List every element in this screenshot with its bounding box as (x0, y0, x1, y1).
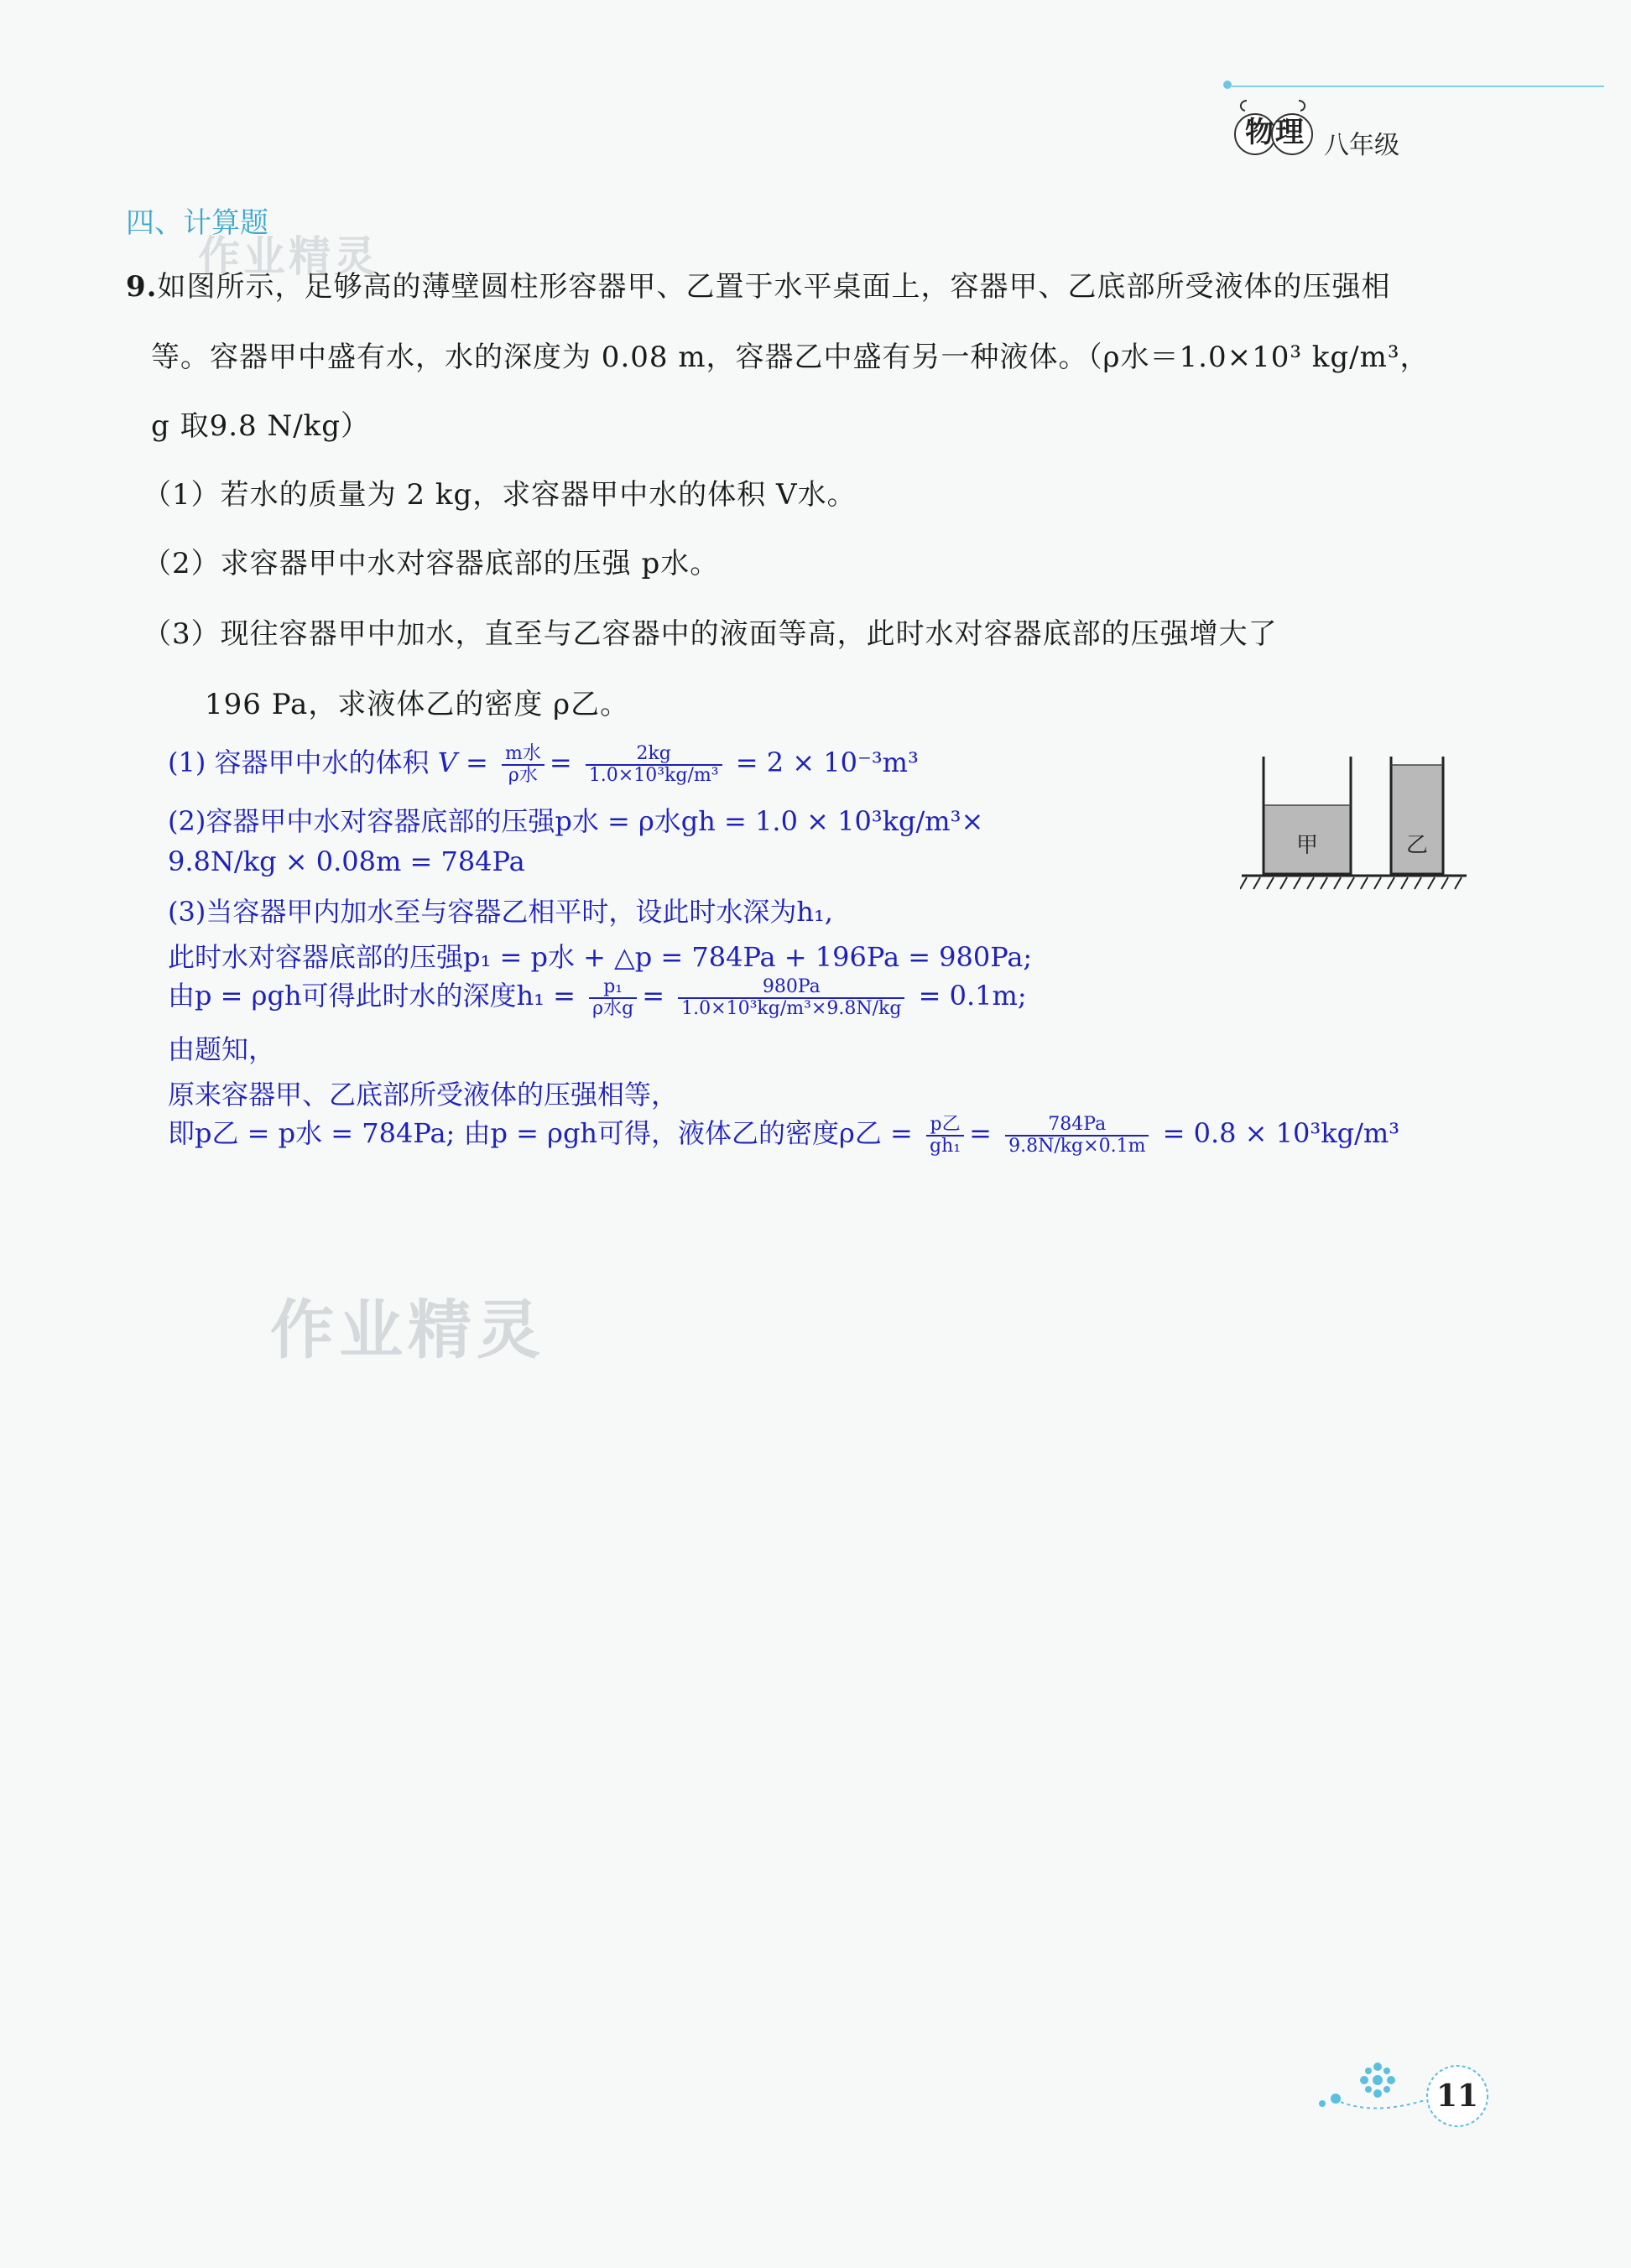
problem-line-3: g 取9.8 N/kg） (151, 409, 371, 443)
question-1: （1）若水的质量为 2 kg，求容器甲中水的体积 V水。 (143, 478, 857, 512)
answer-3-line-6: 即p乙 = p水 = 784Pa; 由p = ρgh可得，液体乙的密度ρ乙 = $\frac{\text{p乙}}{\text{gh₁}}$ = $\frac{784Pa}{9.8N/kg\times 0.1m}$ = 0.8 × 10³kg/m³ (168, 1113, 1400, 1157)
header-dot (1223, 81, 1232, 89)
problem-line-2: 等。容器甲中盛有水，水的深度为 0.08 m，容器乙中盛有另一种液体。（ρ水＝1.0×10³ kg/m³， (151, 341, 1430, 374)
answer-2-line-2: 9.8N/kg × 0.08m = 784Pa (168, 845, 525, 877)
containers-figure (1240, 746, 1477, 894)
answer-2-line-1: (2)容器甲中水对容器底部的压强p水 = ρ水gh = 1.0 × 10³kg/m³× (168, 805, 984, 837)
answer-1: (1) 容器甲中水的体积 V = $\frac{\text{m水}}{\text{ρ水}}$ = $\frac{2kg}{\text{1.0×10³kg/m³}}$ = 2 × 10⁻³m³ (168, 742, 919, 786)
question-2: （2）求容器甲中水对容器底部的压强 p水。 (143, 547, 720, 580)
fraction: $\frac{\text{p₁}}{\text{ρ水g}}$ (589, 977, 637, 1019)
grade-label: 八年级 (1324, 131, 1399, 160)
fraction: $\frac{2kg}{\text{1.0×10³kg/m³}}$ (586, 744, 722, 786)
header-rule (1232, 86, 1604, 87)
watermark-center: 作业精灵 (270, 1293, 545, 1367)
answer-3-line-4: 由题知， (168, 1033, 276, 1065)
problem-number: 9. (126, 270, 158, 304)
question-3-line-1: （3）现往容器甲中加水，直至与乙容器中的液面等高，此时水对容器底部的压强增大了 (143, 617, 1278, 651)
subject-badge: 物理 (1245, 116, 1305, 149)
fraction: $\frac{980Pa}{\text{1.0×10³kg/m³×9.8N/kg}}$ (678, 977, 904, 1019)
answer-3-line-5: 原来容器甲、乙底部所受液体的压强相等， (168, 1079, 679, 1111)
fraction: $\frac{784Pa}{9.8N/kg\times 0.1m}$ (1005, 1115, 1149, 1157)
fraction: $\frac{\text{m水}}{\text{ρ水}}$ (502, 744, 545, 786)
watermark-top: 作业精灵 (198, 232, 379, 281)
label-container-b: 乙 (1405, 833, 1429, 858)
problem-line-1: 9.如图所示，足够高的薄壁圆柱形容器甲、乙置于水平桌面上，容器甲、乙底部所受液体的压强相 (126, 270, 1391, 304)
ground-hatch (1240, 877, 1462, 889)
flower-icon (1360, 2063, 1395, 2098)
fraction: $\frac{\text{p乙}}{\text{gh₁}}$ (926, 1115, 964, 1157)
question-3-line-2: 196 Pa，求液体乙的密度 ρ乙。 (205, 688, 630, 721)
answer-3-line-2: 此时水对容器底部的压强p₁ = p水 + △p = 784Pa + 196Pa = 980Pa; (168, 941, 1033, 973)
label-container-a: 甲 (1295, 833, 1319, 858)
section-title: 四、计算题 (126, 206, 268, 240)
page-number: 11 (1436, 2078, 1479, 2114)
answer-3-line-1: (3)当容器甲内加水至与容器乙相平时，设此时水深为h₁, (168, 896, 833, 928)
answer-3-line-3: 由p = ρgh可得此时水的深度h₁ = $\frac{\text{p₁}}{\text{ρ水g}}$ = $\frac{980Pa}{\text{1.0×10³kg/m³×9.8N/kg}}$ = 0.1m; (168, 975, 1027, 1019)
